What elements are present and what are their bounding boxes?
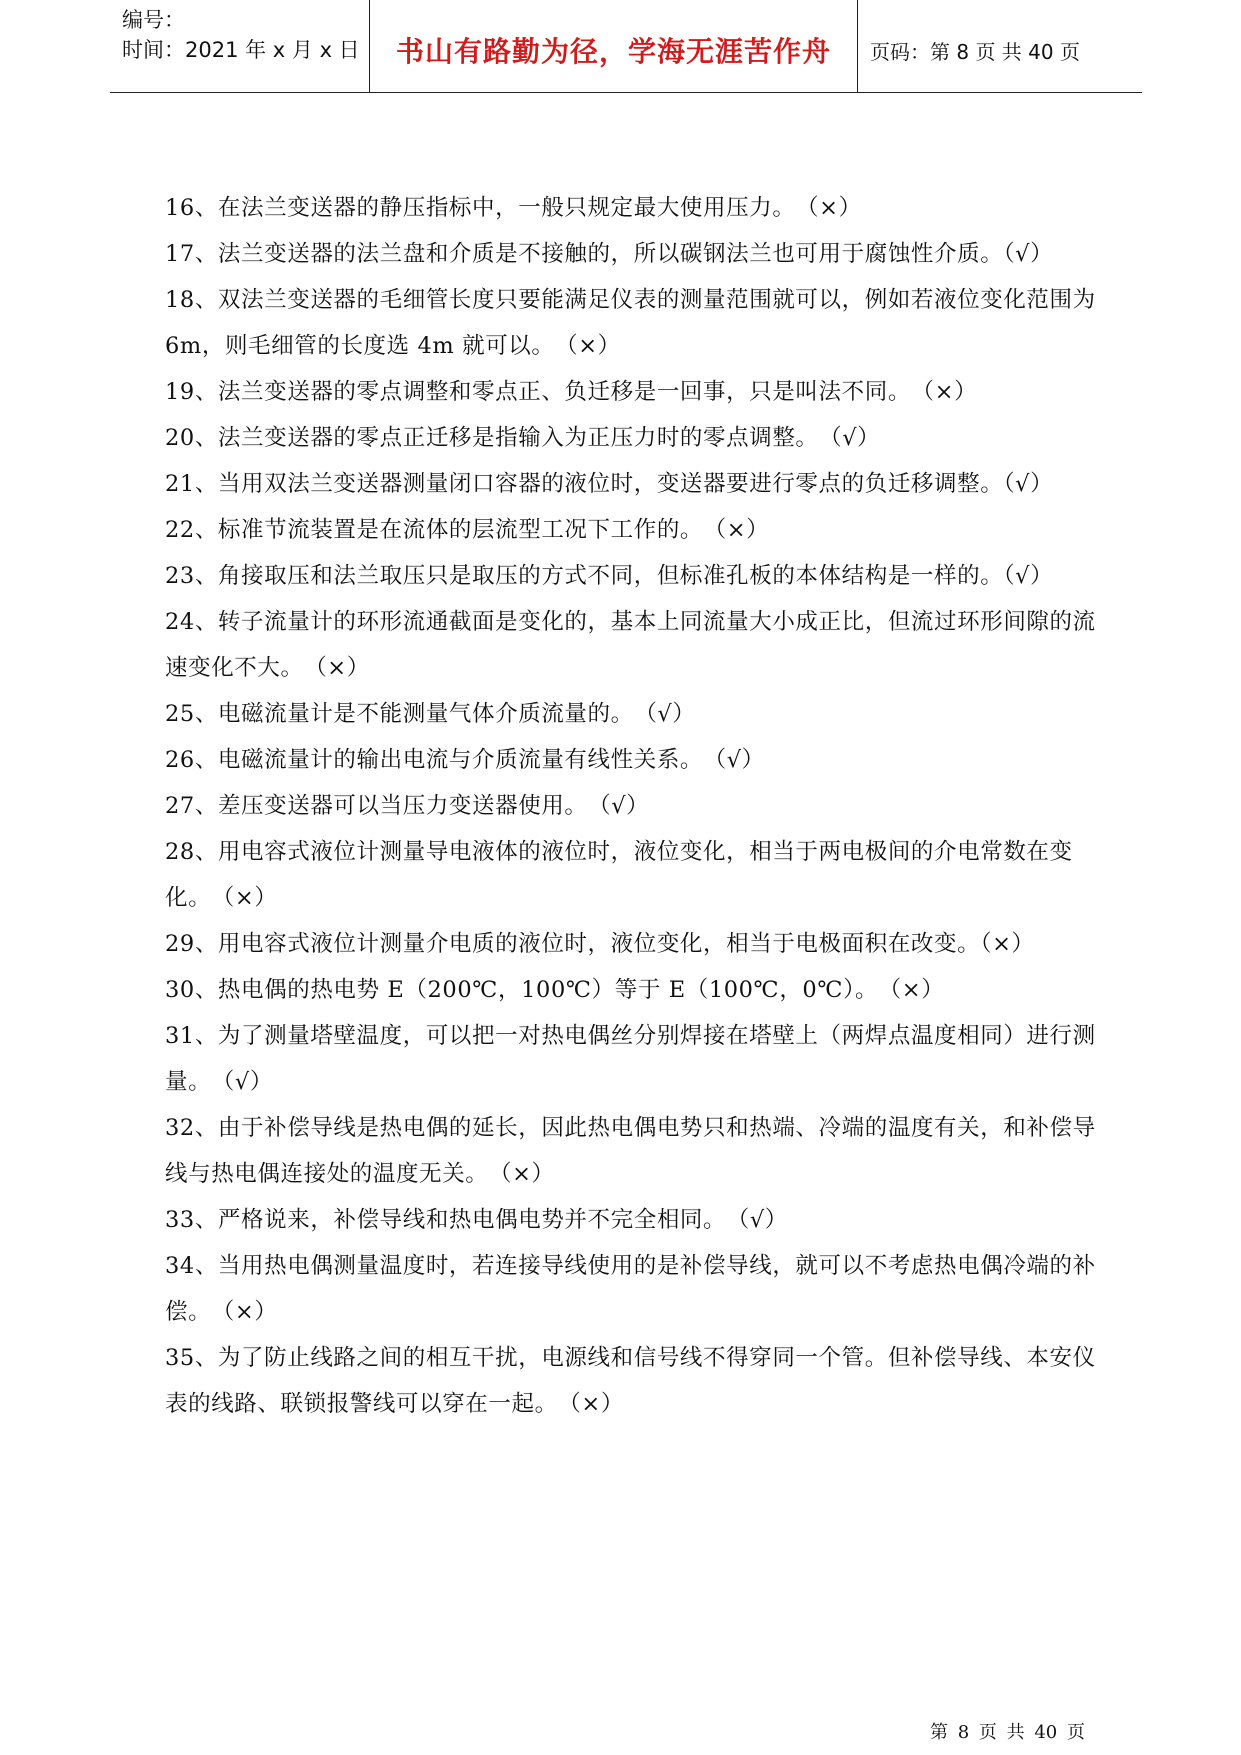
header-right-cell <box>858 0 1142 92</box>
question-list <box>165 185 1105 1427</box>
question-item-17: 17、法兰变送器的法兰盘和介质是不接触的，所以碳钢法兰也可用于腐蚀性介质。（√） <box>165 241 1054 267</box>
header-page-info: 页码：第 8 页 共 40 页 <box>870 40 1080 64</box>
question-item-30: 30、热电偶的热电势 E（200℃，100℃）等于 E（100℃，0℃）。 （×） <box>165 977 945 1003</box>
question-item-31: 31、为了测量塔壁温度，可以把一对热电偶丝分别焊接在塔壁上（两焊点温度相同）进行测量。 （√） <box>165 1023 1096 1095</box>
question-item-33: 33、严格说来，补偿导线和热电偶电势并不完全相同。 （√） <box>165 1207 788 1233</box>
question-item-35: 35、为了防止线路之间的相互干扰，电源线和信号线不得穿同一个管。但补偿导线、本安仪表的线路、联锁报警线可以穿在一起。 （×） <box>165 1345 1096 1417</box>
question-item-34: 34、当用热电偶测量温度时，若连接导线使用的是补偿导线，就可以不考虑热电偶冷端的补偿。 （×） <box>165 1253 1096 1325</box>
document-date-label: 时间：2021 年 x 月 x 日 <box>122 38 360 62</box>
question-item-16: 16、在法兰变送器的静压指标中，一般只规定最大使用压力。 （×） <box>165 195 862 221</box>
question-item-24: 24、转子流量计的环形流通截面是变化的，基本上同流量大小成正比，但流过环形间隙的流速变化不大。 （×） <box>165 609 1096 681</box>
page-header <box>110 0 1142 93</box>
question-item-20: 20、法兰变送器的零点正迁移是指输入为正压力时的零点调整。 （√） <box>165 425 881 451</box>
question-item-29: 29、用电容式液位计测量介电质的液位时，液位变化，相当于电极面积在改变。（×） <box>165 931 1035 957</box>
question-item-32: 32、由于补偿导线是热电偶的延长，因此热电偶电势只和热端、冷端的温度有关，和补偿导线与热电偶连接处的温度无关。 （×） <box>165 1115 1096 1187</box>
question-item-22: 22、标准节流装置是在流体的层流型工况下工作的。 （×） <box>165 517 770 543</box>
header-left-cell <box>110 0 370 92</box>
header-middle-cell <box>370 0 858 92</box>
question-item-21: 21、当用双法兰变送器测量闭口容器的液位时，变送器要进行零点的负迁移调整。（√） <box>165 471 1054 497</box>
question-item-18: 18、双法兰变送器的毛细管长度只要能满足仪表的测量范围就可以，例如若液位变化范围为 6m，则毛细管的长度选 4m 就可以。 （×） <box>165 287 1096 359</box>
question-item-26: 26、电磁流量计的输出电流与介质流量有线性关系。 （√） <box>165 747 765 773</box>
question-item-23: 23、角接取压和法兰取压只是取压的方式不同，但标准孔板的本体结构是一样的。（√） <box>165 563 1054 589</box>
question-item-19: 19、法兰变送器的零点调整和零点正、负迁移是一回事，只是叫法不同。 （×） <box>165 379 978 405</box>
question-item-27: 27、差压变送器可以当压力变送器使用。 （√） <box>165 793 650 819</box>
question-item-28: 28、用电容式液位计测量导电液体的液位时，液位变化，相当于两电极间的介电常数在变化。 （×） <box>165 839 1073 911</box>
document-number-label: 编号： <box>122 8 185 32</box>
header-motto: 书山有路勤为径，学海无涯苦作舟 <box>395 35 831 68</box>
question-item-25: 25、电磁流量计是不能测量气体介质流量的。 （√） <box>165 701 696 727</box>
page-footer-number: 第 8 页 共 40 页 <box>930 1722 1085 1743</box>
